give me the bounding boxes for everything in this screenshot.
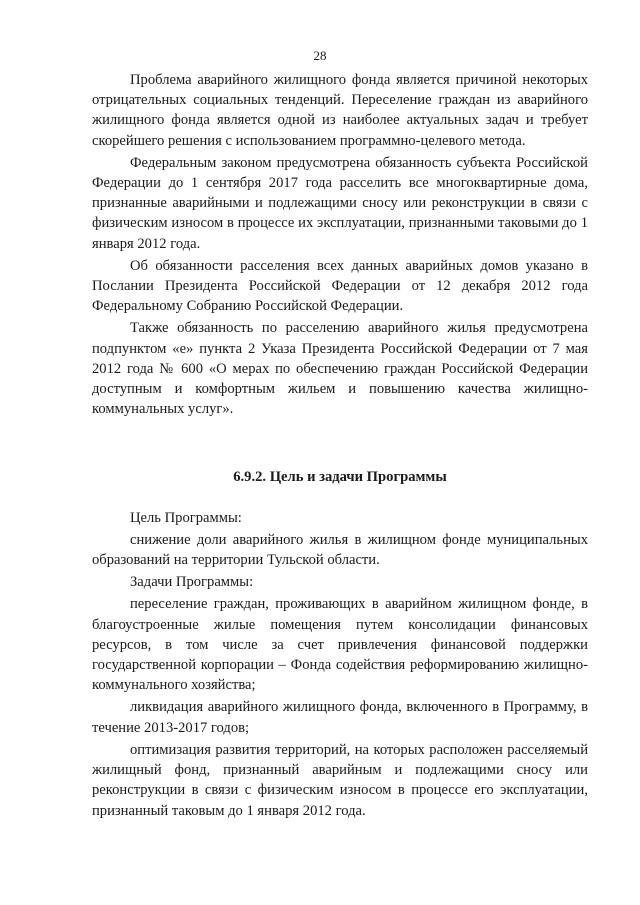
tasks-label: Задачи Программы: [130,574,254,591]
paragraph-federal-law: Федеральным законом предусмотрена обязанность субъекта Российской Федерации до 1 сентября 2017 года расселить все многоквартирные дома, признанные аварийными и подлежащими сносу или реконструкции в связи с физическим износом в процессе их эксплуатации, признанными таковыми до 1 января 2012 года. [92,154,588,252]
task-item: оптимизация развития территорий, на которых расположен расселяемый жилищный фонд, признанный аварийным и подлежащими сносу или реконструкции в связи с физическим износом в процессе его эксплуатации, признанный таковым до 1 января 2012 года. [92,741,588,819]
paragraph-decree: Также обязанность по расселению аварийного жилья предусмотрена подпунктом «е» пункта 2 Указа Президента Российской Федерации от 7 мая 2012 года № 600 «О мерах по обеспечению граждан Российской Федерации доступным и комфортным жильем и повышению качества жилищно-коммунальных услуг». [92,320,588,418]
goal-label: Цель Программы: [130,509,242,526]
task-item: ликвидация аварийного жилищного фонда, включенного в Программу, в течение 2013-2017 годов; [92,699,588,736]
page-number: 28 [313,48,327,63]
paragraph-problem: Проблема аварийного жилищного фонда является причиной некоторых отрицательных социальных тенденций. Переселение граждан из аварийного жилищного фонда является одной из наиболее актуальных задач и требует скорейшего решения с использованием программно-целевого метода. [92,72,588,149]
paragraph-address: Об обязанности расселения всех данных аварийных домов указано в Послании Президента Российской Федерации от 12 декабря 2012 года Федеральному Собранию Российской Федерации. [92,257,588,315]
section-title: 6.9.2. Цель и задачи Программы [233,469,447,486]
task-item: переселение граждан, проживающих в аварийном жилищном фонде, в благоустроенные жилые помещения путем консолидации финансовых ресурсов, в том числе за счет привлечения финансовой поддержки государственной корпорации – Фонда содействия реформированию жилищно-коммунального хозяйства; [92,596,588,694]
goal-text: снижение доли аварийного жилья в жилищном фонде муниципальных образований на территории Тульской области. [92,531,588,569]
document-body [92,70,588,823]
